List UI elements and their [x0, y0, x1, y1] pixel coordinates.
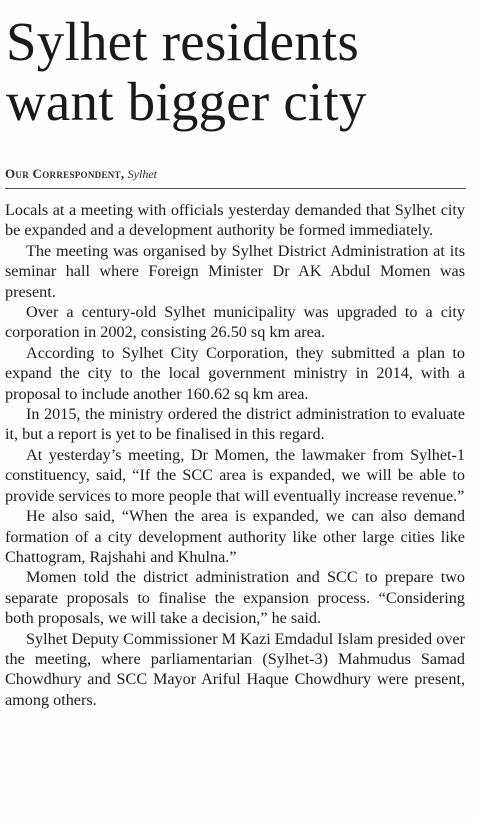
article-paragraph: Over a century-old Sylhet municipality was upgraded to a city corporation in 2002, consisting 26.50 sq km area. — [5, 303, 465, 342]
article-paragraph: At yesterday’s meeting, Dr Momen, the lawmaker from Sylhet-1 constituency, said, “If the SCC area is expanded, we will be able to provide services to more people that will eventually increase revenue.” — [5, 445, 465, 505]
article-paragraph: He also said, “When the area is expanded, we can also demand formation of a city development authority like other large cities like Chattogram, Rajshahi and Khulna.” — [5, 507, 465, 566]
article-body — [5, 200, 465, 710]
article-paragraph: In 2015, the ministry ordered the district administration to evaluate it, but a report is yet to be finalised in this regard. — [5, 405, 465, 444]
article-paragraph: The meeting was organised by Sylhet District Administration at its seminar hall where Foreign Minister Dr AK Abdul Momen was present. — [5, 241, 465, 301]
byline-author: Our Correspondent, — [5, 166, 125, 181]
article-paragraph: Momen told the district administration and SCC to prepare two separate proposals to finalise the expansion process. “Considering both proposals, we will take a decision,” he said. — [5, 568, 465, 628]
article-paragraph: According to Sylhet City Corporation, they submitted a plan to expand the city to the local government ministry in 2014, with a proposal to include another 160.62 sq km area. — [5, 343, 465, 403]
article-paragraph: Locals at a meeting with officials yesterday demanded that Sylhet city be expanded and a development authority be formed immediately. — [5, 201, 465, 240]
article-paragraph: Sylhet Deputy Commissioner M Kazi Emdadul Islam presided over the meeting, where parliamentarian (Sylhet-3) Mahmudus Samad Chowdhury and SCC Mayor Ariful Haque Chowdhury were present, among others. — [5, 629, 465, 709]
headline: Sylhet residents want bigger city — [6, 11, 367, 132]
byline — [5, 165, 157, 183]
byline-place: Sylhet — [127, 167, 157, 181]
byline-divider — [5, 188, 466, 189]
